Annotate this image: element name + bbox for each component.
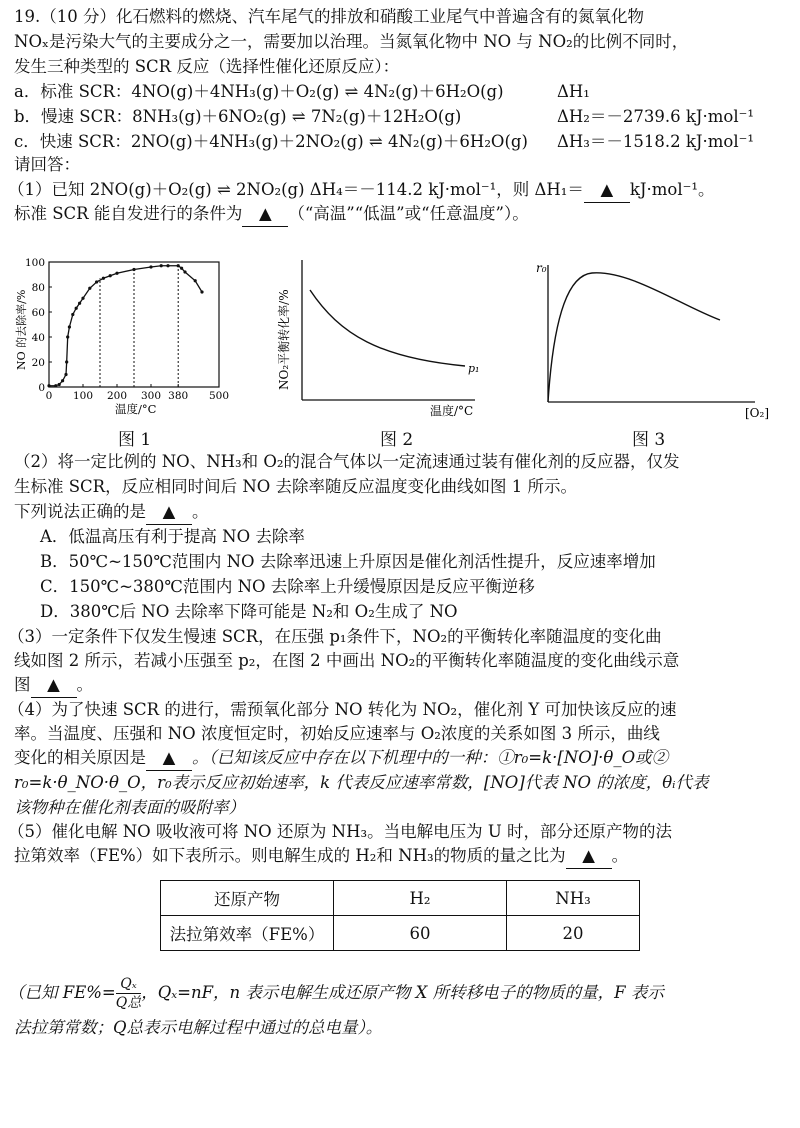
data-point: [71, 313, 74, 316]
plot-frame: [49, 262, 219, 387]
punct: 。: [192, 502, 209, 521]
data-point: [180, 267, 183, 270]
table-cell: 20: [507, 916, 640, 951]
data-point: [132, 268, 135, 271]
x-axis-label: 温度/°C: [430, 404, 474, 418]
data-point: [58, 383, 61, 386]
table-cell: 60: [334, 916, 507, 951]
reaction-equation: a．标准 SCR：4NO(g)＋4NH₃(g)＋O₂(g) ⇌ 4N₂(g)＋6H₂O(g): [14, 82, 504, 101]
x-axis-label: 温度/°C: [115, 402, 157, 416]
reaction-b-dh: ΔH₂＝－2739.6 kJ·mol⁻¹: [557, 107, 754, 126]
data-point: [194, 279, 197, 282]
table-row: [161, 916, 640, 951]
figure-3-caption: 图 3: [632, 430, 666, 450]
rate-curve: [548, 273, 720, 402]
q1-text: （1）已知 2NO(g)＋O₂(g) ⇌ 2NO₂(g) ΔH₄＝－114.2 kJ·mol⁻¹，则 ΔH₁＝: [8, 180, 584, 199]
data-point: [61, 379, 64, 382]
data-point: [95, 280, 98, 283]
note-text: （已知 FE%=: [8, 983, 116, 1002]
data-point: [66, 335, 69, 338]
x-tick-label: 100: [72, 390, 94, 402]
x-tick-label: 380: [168, 390, 189, 402]
q3-text: 图: [14, 675, 31, 694]
q5-text: 拉第效率（FE%）如下表所示。则电解生成的 H₂和 NH₃的物质的量之比为: [14, 846, 566, 865]
answer-blank[interactable]: ▲: [146, 500, 192, 525]
note-text: ，Qₓ=nF，n 表示电解生成还原产物 X 所转移电子的物质的量，F 表示: [141, 983, 664, 1002]
reaction-c-dh: ΔH₃＝－1518.2 kJ·mol⁻¹: [557, 132, 754, 151]
option-c[interactable]: C．150℃~380℃范围内 NO 去除率上升缓慢原因是反应平衡逆移: [40, 577, 535, 596]
option-b[interactable]: B．50℃~150℃范围内 NO 去除率迅速上升原因是催化剂活性提升，反应速率增加: [40, 552, 656, 571]
y-tick-label: 100: [24, 257, 45, 269]
q3-line: 线如图 2 所示，若减小压强至 p₂，在图 2 中画出 NO₂的平衡转化率随温度的变化曲线示意: [14, 651, 680, 670]
figure-2-chart: [270, 250, 480, 425]
reaction-a: [14, 80, 504, 104]
q4-line: 该物种在催化剂表面的吸附率）: [14, 798, 245, 817]
data-point: [75, 307, 78, 310]
x-axis-label: [O₂]: [745, 406, 770, 420]
y-axis-label: NO₂平衡转化率/%: [277, 289, 291, 390]
data-point: [68, 325, 71, 328]
y-axis-label: NO 的去除率/%: [15, 289, 28, 370]
q4-text: 。（已知该反应中存在以下机理中的一种：①r₀=k·[NO]·θ_O或②: [192, 748, 669, 767]
q1-text: （“高温”“低温”或“任意温度”）。: [288, 204, 529, 223]
q3-line: [14, 673, 93, 698]
q1-unit: kJ·mol⁻¹。: [629, 180, 715, 199]
intro-line: NOₓ是污染大气的主要成分之一，需要加以治理。当氮氧化物中 NO 与 NO₂的比例不同时，: [14, 32, 689, 51]
fraction-denominator: Q总: [115, 995, 142, 1011]
figure-2-caption: 图 2: [380, 430, 414, 450]
q2-ask: [14, 500, 209, 525]
x-tick-label: 300: [140, 390, 162, 402]
answer-blank[interactable]: ▲: [584, 178, 630, 203]
y-tick-label: 40: [31, 332, 45, 344]
q4-line: r₀=k·θ_NO·θ_O，r₀表示反应初始速率，k 代表反应速率常数，[NO]代表 NO 的浓度，θᵢ代表: [14, 773, 709, 792]
q4-line: （4）为了快速 SCR 的进行，需预氧化部分 NO 转化为 NO₂，催化剂 Y 可加快该反应的速: [8, 700, 677, 719]
data-point: [78, 302, 81, 305]
data-point: [88, 287, 91, 290]
table-header: H₂: [334, 881, 507, 916]
data-point: [115, 272, 118, 275]
curve-label: p₁: [468, 362, 480, 375]
q4-text: 变化的相关原因是: [14, 748, 146, 767]
prompt: 请回答：: [14, 155, 80, 174]
figure-3-chart: [530, 250, 790, 425]
faraday-efficiency-table: [160, 880, 640, 951]
data-point: [200, 290, 203, 293]
data-point: [65, 360, 68, 363]
q2-ask-text: 下列说法正确的是: [14, 502, 146, 521]
figure-1-caption: 图 1: [118, 430, 152, 450]
data-point: [109, 274, 112, 277]
q5-line: （5）催化电解 NO 吸收液可将 NO 还原为 NH₃。当电解电压为 U 时，部分还原产物的法: [8, 822, 672, 841]
note-line: [8, 975, 664, 1012]
figure-1-chart: [0, 250, 260, 425]
data-point: [160, 264, 163, 267]
data-point: [47, 384, 50, 387]
intro-line: 发生三种类型的 SCR 反应（选择性催化还原反应）：: [14, 57, 400, 76]
x-tick-label: 0: [45, 390, 53, 402]
data-point: [149, 265, 152, 268]
q1-line: [8, 178, 714, 203]
x-tick-label: 200: [106, 390, 128, 402]
fraction: [116, 975, 141, 1012]
punct: 。: [76, 675, 93, 694]
reaction-a-dh: ΔH₁: [557, 82, 590, 101]
option-d[interactable]: D．380℃后 NO 去除率下降可能是 N₂和 O₂生成了 NO: [40, 602, 458, 621]
table-header: NH₃: [507, 881, 640, 916]
reaction-c: c．快速 SCR：2NO(g)＋4NH₃(g)＋2NO₂(g) ⇌ 4N₂(g)＋6H₂O(g): [14, 132, 528, 151]
answer-blank[interactable]: ▲: [146, 746, 192, 771]
y-axis-label: r₀: [536, 261, 547, 275]
table-cell: 法拉第效率（FE%）: [161, 916, 334, 951]
table-header: 还原产物: [161, 881, 334, 916]
reaction-b: b．慢速 SCR：8NH₃(g)＋6NO₂(g) ⇌ 7N₂(g)＋12H₂O(g): [14, 107, 462, 126]
data-point: [102, 277, 105, 280]
q1-text: 标准 SCR 能自发进行的条件为: [14, 204, 243, 223]
q2-line: 生标准 SCR，反应相同时间后 NO 去除率随反应温度变化曲线如图 1 所示。: [14, 477, 578, 496]
data-line: [49, 266, 202, 386]
intro-line: 19.（10 分）化石燃料的燃烧、汽车尾气的排放和硝酸工业尾气中普遍含有的氮氧化物: [14, 7, 644, 26]
answer-blank[interactable]: ▲: [566, 844, 612, 869]
table-header-row: [161, 881, 640, 916]
data-point: [177, 264, 180, 267]
q4-line: 率。当温度、压强和 NO 浓度恒定时，初始反应速率与 O₂浓度的关系如图 3 所示，曲线: [14, 724, 660, 743]
y-tick-label: 0: [38, 382, 45, 394]
answer-blank[interactable]: ▲: [242, 202, 288, 227]
data-point: [64, 373, 67, 376]
q3-line: （3）一定条件下仅发生慢速 SCR，在压强 p₁条件下，NO₂的平衡转化率随温度的变化曲: [8, 627, 662, 646]
q5-line: [14, 844, 628, 869]
q2-line: （2）将一定比例的 NO、NH₃和 O₂的混合气体以一定流速通过装有催化剂的反应器，仅发: [14, 452, 680, 471]
fraction-numerator: Qₓ: [116, 975, 141, 994]
data-point: [166, 264, 169, 267]
punct: 。: [611, 846, 629, 865]
q4-line: [14, 746, 668, 771]
q1-line: [14, 202, 529, 227]
y-tick-label: 20: [31, 357, 45, 369]
data-point: [183, 270, 186, 273]
data-point: [54, 384, 57, 387]
p1-curve: [310, 290, 465, 366]
data-point: [81, 297, 84, 300]
answer-blank[interactable]: ▲: [31, 673, 77, 698]
x-tick-label: 500: [208, 390, 230, 402]
option-a[interactable]: A．低温高压有利于提高 NO 去除率: [40, 527, 305, 546]
y-tick-label: 80: [31, 282, 45, 294]
note-line: 法拉第常数；Q总表示电解过程中通过的总电量）。: [14, 1018, 383, 1037]
y-tick-label: 60: [31, 307, 45, 319]
